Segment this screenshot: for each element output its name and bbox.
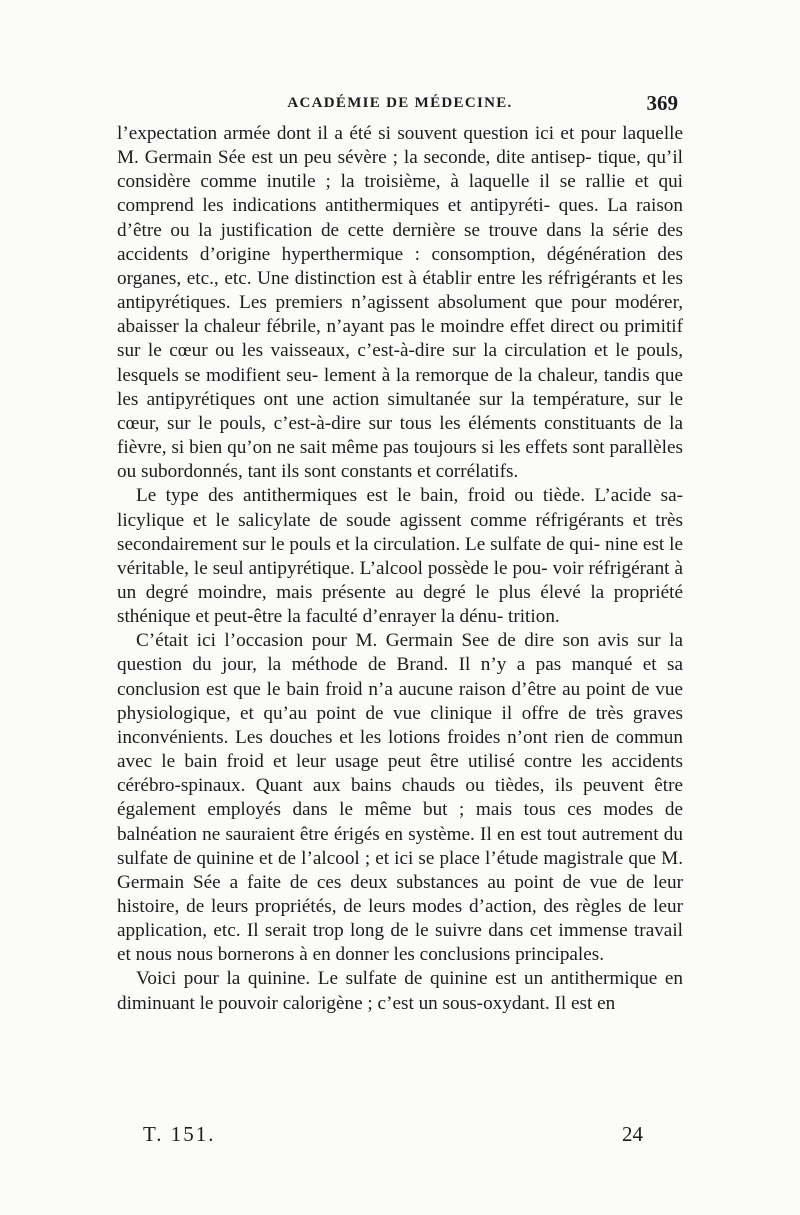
running-title: ACADÉMIE DE MÉDECINE. [287,95,513,111]
running-header [0,91,800,119]
paragraph-2: Le type des antithermiques est le bain, froid ou tiède. L’acide sa- licylique et le salicylate de soude agissent comme réfrigérants et très secondairement sur le pouls et la circulation. Le sulfate de qui- nine est le véritable, le seul antipyrétique. L’alcool possède le pou- voir réfrigérant à un degré moindre, mais présente au degré le plus élevé la propriété sthénique et peut-être la faculté d’enrayer la dénu- trition. [117,485,683,628]
sheet-number: 24 [622,1122,643,1146]
paragraph-1: l’expectation armée dont il a été si souvent question ici et pour laquelle M. Germain Sée est un peu sévère ; la seconde, dite antisep- tique, qu’il considère comme inutile ; la troisième, à laquelle il se rallie et qui comprend les indications antithermiques et antipyréti- ques. La raison d’être ou la justification de cette dernière se trouve dans la série des accidents d’origine hyperthermique : consomption, dégénération des organes, etc., etc. Une distinction est à établir entre les réfrigérants et les antipyrétiques. Les premiers n’agissent absolument que pour modérer, abaisser la chaleur fébrile, n’ayant pas le moindre effet direct ou primitif sur le cœur ou les vaisseaux, c’est-à-dire sur la circulation et le pouls, lesquels se modifient seu- lement à la remorque de la chaleur, tandis que les antipyrétiques ont une action simultanée sur la température, sur le cœur, sur le pouls, c’est-à-dire sur tous les éléments constituants de la fièvre, si bien qu’on ne sait même pas toujours si les effets sont parallèles ou subordonnés, tant ils sont constants et corrélatifs. [117,123,683,483]
body-text [117,122,683,1016]
page-number: 369 [646,91,678,115]
paragraph-4: Voici pour la quinine. Le sulfate de quinine est un antithermique en diminuant le pouvoir calorigène ; c’est un sous-oxydant. Il est en [117,968,683,1014]
paragraph-3: C’était ici l’occasion pour M. Germain See de dire son avis sur la question du jour, la méthode de Brand. Il n’y a pas manqué et sa conclusion est que le bain froid n’a aucune raison d’être au point de vue physiologique, et qu’au point de vue clinique il offre de très graves inconvénients. Les douches et les lotions froides n’ont rien de commun avec le bain froid et leur usage peut être utilisé contre les accidents cérébro-spinaux. Quant aux bains chauds ou tièdes, ils peuvent être également employés dans le même but ; mais tous ces modes de balnéation ne sauraient être érigés en système. Il en est tout autrement du sulfate de quinine et de l’alcool ; et ici se place l’étude magistrale que M. Germain Sée a faite de ces deux substances au point de vue de leur histoire, de leurs propriétés, de leurs modes d’action, des règles de leur application, etc. Il serait trop long de le suivre dans cet immense travail et nous nous bornerons à en donner les conclusions principales. [117,630,683,966]
page-footer [0,1122,800,1150]
volume-signature: T. 151. [143,1122,216,1146]
